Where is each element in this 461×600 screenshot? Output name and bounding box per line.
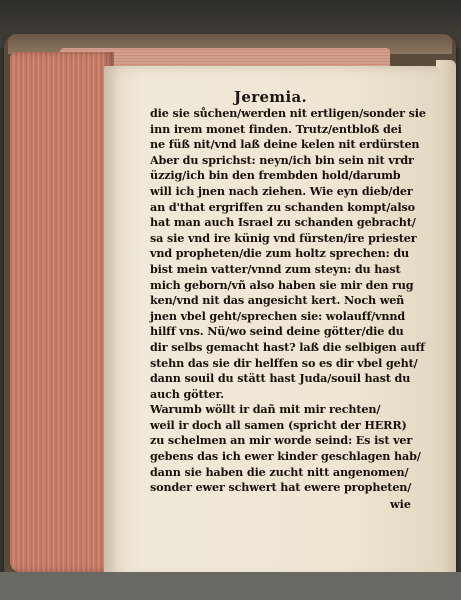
red-page-edges xyxy=(10,52,114,572)
text-line: hat man auch Israel zu schanden gebracht/ xyxy=(150,215,416,230)
text-line: sa sie vnd ire künig vnd fürsten/ire priester xyxy=(150,230,417,245)
catchword: wie xyxy=(390,497,411,511)
text-line: üzzig/ich bin den frembden hold/darumb xyxy=(150,168,401,183)
text-line: will ich jnen nach ziehen. Wie eyn dieb/der xyxy=(150,183,413,198)
text-line: dann sie haben die zucht nitt angenomen/ xyxy=(150,464,409,479)
text-line: an d'that ergriffen zu schanden kompt/also xyxy=(150,199,415,214)
text-line: stehn das sie dir helffen so es dir vbel geht/ xyxy=(150,355,418,370)
running-head: Jeremia. xyxy=(234,88,307,106)
text-line: weil ir doch all samen (spricht der HERR) xyxy=(150,417,407,432)
text-line: mich geborn/vñ also haben sie mir den rug xyxy=(150,277,414,292)
text-line: sonder ewer schwert hat ewere propheten/ xyxy=(150,480,412,495)
text-line: ken/vnd nit das angesicht kert. Noch weñ xyxy=(150,293,405,308)
text-line: inn irem monet finden. Trutz/entbloß dei xyxy=(150,121,402,136)
text-line: zu schelmen an mir worde seind: Es ist ver xyxy=(150,433,413,448)
text-line: dann souil du stätt hast Juda/souil hast du xyxy=(150,371,411,386)
text-line: bist mein vatter/vnnd zum steyn: du hast xyxy=(150,261,401,276)
text-line: dir selbs gemacht hast? laß die selbigen auff xyxy=(150,339,425,354)
text-line: Warumb wöllt ir dañ mit mir rechten/ xyxy=(150,402,381,417)
text-line: auch götter. xyxy=(150,386,224,401)
text-line: hilff vns. Nü/wo seind deine götter/die du xyxy=(150,324,404,339)
text-line: ne füß nit/vnd laß deine kelen nit erdürsten xyxy=(150,137,420,152)
text-line: jnen vbel geht/sprechen sie: wolauff/vnnd xyxy=(150,308,406,323)
text-line: Aber du sprichst: neyn/ich bin sein nit vrdr xyxy=(150,152,414,167)
background-surface-bottom xyxy=(0,572,461,600)
text-line: die sie sůchen/werden nit ertligen/sonder sie xyxy=(150,106,426,120)
text-line: gebens das ich ewer kinder geschlagen hab/ xyxy=(150,449,421,464)
text-line: vnd propheten/die zum holtz sprechen: du xyxy=(150,246,409,261)
text-block xyxy=(150,106,428,496)
